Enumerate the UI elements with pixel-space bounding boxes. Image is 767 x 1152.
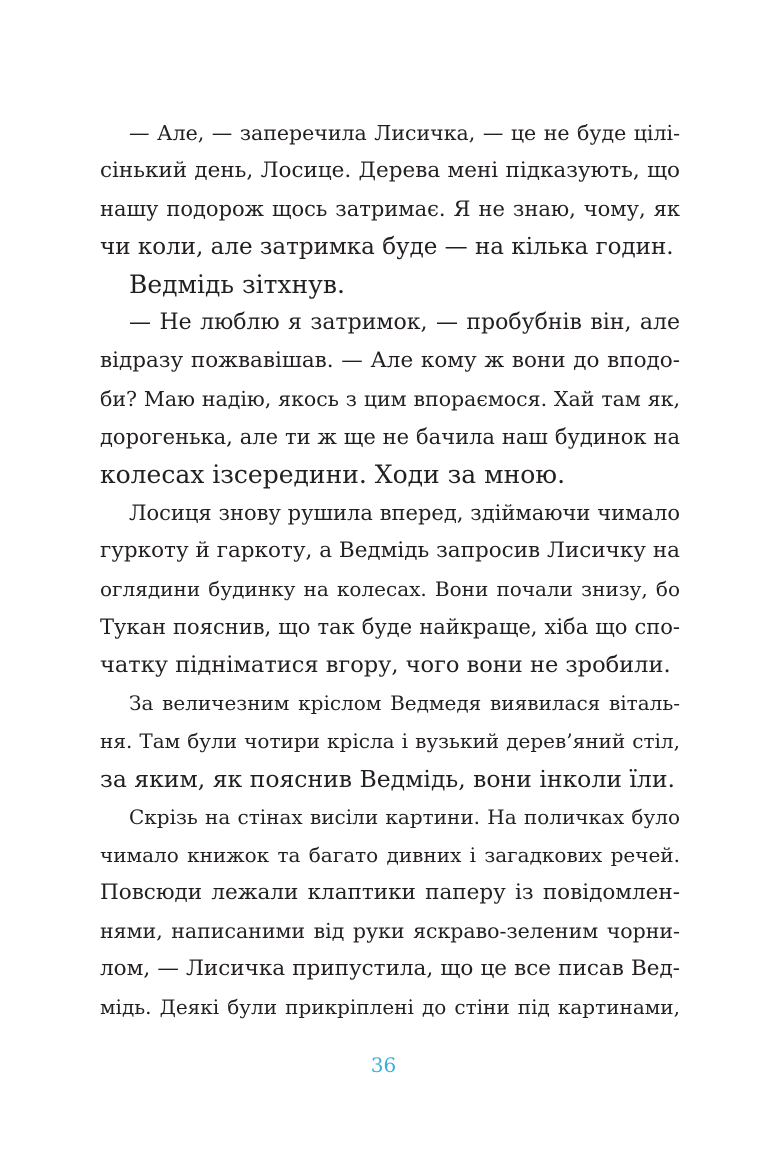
text-line: чимало книжок та багато дивних і загадкових речей. bbox=[100, 843, 680, 867]
text-line: оглядини будинку на колесах. Вони почали знизу, бо bbox=[100, 577, 680, 601]
text-line: за яким, як пояснив Ведмідь, вони інколи їли. bbox=[100, 765, 675, 793]
text-line: чи коли, але затримка буде — на кілька годин. bbox=[100, 234, 674, 260]
text-line: дорогенька, але ти ж ще не бачила наш будинок на bbox=[100, 425, 680, 449]
text-line: Повсюди лежали клаптики паперу із повідомлен- bbox=[100, 880, 680, 905]
text-line: сінький день, Лосице. Дерева мені підказують, що bbox=[100, 158, 680, 183]
text-line: мідь. Деякі були прикріплені до стіни під картинами, bbox=[100, 995, 680, 1019]
text-line: чатку підніматися вгору, чого вони не зробили. bbox=[100, 652, 671, 678]
text-line: би? Маю надію, якось з цим впораємося. Хай там як, bbox=[100, 387, 680, 411]
text-line: ня. Там були чотири крісла і вузький дерев’яний стіл, bbox=[100, 729, 680, 753]
text-line: — Не люблю я затримок, — пробубнів він, але bbox=[129, 310, 680, 335]
text-line: Лосиця знову рушила вперед, здіймаючи чимало bbox=[129, 501, 680, 525]
text-line: Тукан пояснив, що так буде найкраще, хіба що спо- bbox=[100, 615, 680, 639]
book-page-text bbox=[100, 114, 680, 1026]
text-line: колесах ізсередини. Ходи за мною. bbox=[100, 460, 566, 489]
text-line: Скрізь на стінах висіли картини. На поличках було bbox=[129, 805, 680, 829]
text-line: гуркоту й гаркоту, а Ведмідь запросив Лисичку на bbox=[100, 538, 680, 563]
text-line: нями, написаними від руки яскраво-зеленим чорни- bbox=[100, 919, 680, 943]
text-line: — Але, — заперечила Лисичка, — це не буде цілі- bbox=[129, 121, 680, 145]
text-line: Ведмідь зітхнув. bbox=[129, 270, 345, 299]
text-line: лом, — Лисичка припустила, що це все писав Вед- bbox=[100, 956, 680, 981]
page-number: 36 bbox=[370, 1053, 397, 1077]
text-line: відразу пожвавішав. — Але кому ж вони до вподо- bbox=[100, 348, 680, 373]
text-line: За величезним кріслом Ведмедя виявилася віталь- bbox=[129, 691, 680, 715]
text-line: нашу подорож щось затримає. Я не знаю, чому, як bbox=[100, 197, 680, 221]
